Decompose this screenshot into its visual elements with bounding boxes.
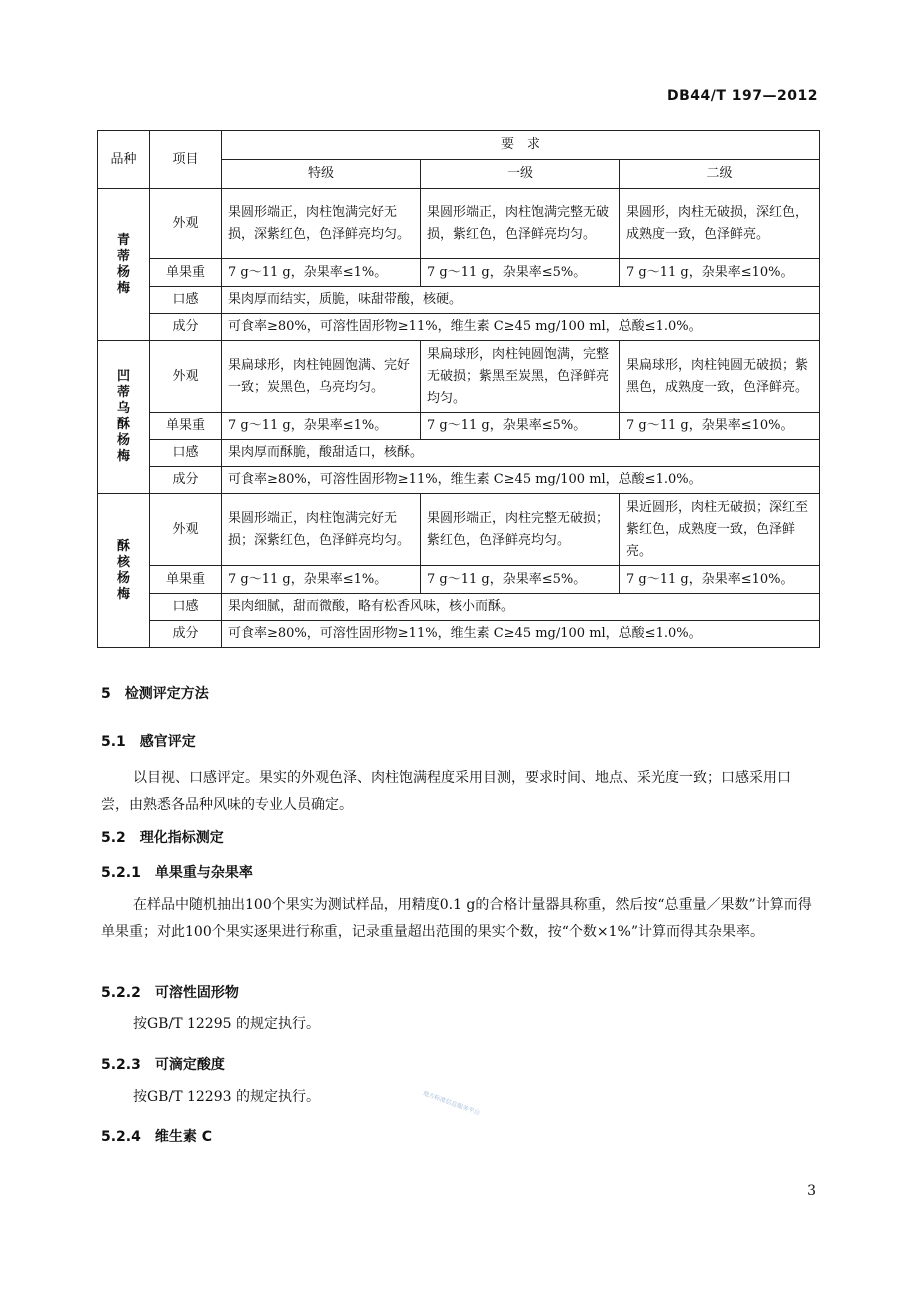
- table-cell: 7 g～11 g，杂果率≤10%。: [620, 413, 820, 440]
- item-label: 成分: [150, 467, 222, 494]
- table-cell: 7 g～11 g，杂果率≤1%。: [222, 566, 421, 594]
- table-cell: 7 g～11 g，杂果率≤5%。: [421, 413, 620, 440]
- requirements-table: [97, 130, 820, 648]
- item-label: 外观: [150, 341, 222, 413]
- item-label: 单果重: [150, 566, 222, 594]
- header-variety: 品种: [98, 131, 150, 189]
- table-cell: 可食率≥80%，可溶性固形物≥11%，维生素 C≥45 mg/100 ml，总酸≤1.0%。: [222, 621, 820, 648]
- paragraph: 以目视、口感评定。果实的外观色泽、肉柱饱满程度采用目测，要求时间、地点、采光度一致；口感采用口尝，由熟悉各品种风味的专业人员确定。: [101, 770, 791, 813]
- table-cell: 7 g～11 g，杂果率≤10%。: [620, 566, 820, 594]
- table-cell: 7 g～11 g，杂果率≤5%。: [421, 566, 620, 594]
- item-label: 单果重: [150, 413, 222, 440]
- table-cell: 7 g～11 g，杂果率≤10%。: [620, 259, 820, 287]
- header-grade-premium: 特级: [222, 160, 421, 189]
- table-cell: 可食率≥80%，可溶性固形物≥11%，维生素 C≥45 mg/100 ml，总酸≤1.0%。: [222, 314, 820, 341]
- section-heading: 5.2.4 维生素 C: [101, 1129, 213, 1145]
- variety-name: 凹 蒂 乌 酥 杨 梅: [98, 341, 150, 494]
- header-grade-second: 二级: [620, 160, 820, 189]
- item-label: 口感: [150, 440, 222, 467]
- item-label: 外观: [150, 189, 222, 259]
- item-label: 外观: [150, 494, 222, 566]
- table-cell: 果圆形，肉柱无破损，深红色，成熟度一致，色泽鲜亮。: [620, 189, 820, 259]
- table-cell: 果近圆形，肉柱无破损；深红至紫红色，成熟度一致，色泽鲜亮。: [620, 494, 820, 566]
- variety-name: 青 蒂 杨 梅: [98, 189, 150, 341]
- header-item: 项目: [150, 131, 222, 189]
- variety-name: 酥 核 杨 梅: [98, 494, 150, 648]
- paragraph: 按GB/T 12295 的规定执行。: [133, 1016, 320, 1032]
- table-cell: 果扁球形，肉柱钝圆饱满、完好一致；炭黑色，乌亮均匀。: [222, 341, 421, 413]
- page-number: 3: [807, 1183, 816, 1199]
- table-cell: 7 g～11 g，杂果率≤5%。: [421, 259, 620, 287]
- header-grade-first: 一级: [421, 160, 620, 189]
- table-cell: 7 g～11 g，杂果率≤1%。: [222, 413, 421, 440]
- table-cell: 果圆形端正，肉柱饱满完好无损，深紫红色，色泽鲜亮均匀。: [222, 189, 421, 259]
- watermark: 地方标准信息服务平台: [421, 1089, 481, 1117]
- table-cell: 7 g～11 g，杂果率≤1%。: [222, 259, 421, 287]
- paragraph: 按GB/T 12293 的规定执行。: [133, 1089, 320, 1105]
- table-cell: 果扁球形，肉柱钝圆无破损；紫黑色，成熟度一致，色泽鲜亮。: [620, 341, 820, 413]
- section-heading: 5.1 感官评定: [101, 734, 196, 750]
- section-heading: 5.2.3 可滴定酸度: [101, 1057, 225, 1073]
- document-id: DB44/T 197—2012: [667, 88, 818, 104]
- section-heading: 5.2.2 可溶性固形物: [101, 985, 239, 1001]
- paragraph: 在样品中随机抽出100个果实为测试样品，用精度0.1 g的合格计量器具称重，然后按“总重量／果数”计算而得单果重；对此100个果实逐果进行称重，记录重量超出范围的果实个数，按“个数×1%”计算而得其杂果率。: [101, 897, 812, 940]
- header-requirements: 要 求: [222, 131, 820, 160]
- table-cell: 果肉细腻，甜而微酸，略有松香风味，核小而酥。: [222, 594, 820, 621]
- section-heading: 5 检测评定方法: [101, 686, 209, 702]
- section-heading: 5.2 理化指标测定: [101, 830, 224, 846]
- table-cell: 可食率≥80%，可溶性固形物≥11%，维生素 C≥45 mg/100 ml，总酸≤1.0%。: [222, 467, 820, 494]
- table-cell: 果肉厚而结实，质脆，味甜带酸，核硬。: [222, 287, 820, 314]
- item-label: 口感: [150, 594, 222, 621]
- section-heading: 5.2.1 单果重与杂果率: [101, 865, 253, 881]
- item-label: 成分: [150, 621, 222, 648]
- table-cell: 果圆形端正，肉柱饱满完整无破损，紫红色，色泽鲜亮均匀。: [421, 189, 620, 259]
- item-label: 单果重: [150, 259, 222, 287]
- item-label: 成分: [150, 314, 222, 341]
- table-cell: 果圆形端正，肉柱饱满完好无损；深紫红色，色泽鲜亮均匀。: [222, 494, 421, 566]
- item-label: 口感: [150, 287, 222, 314]
- table-cell: 果肉厚而酥脆，酸甜适口，核酥。: [222, 440, 820, 467]
- table-cell: 果扁球形，肉柱钝圆饱满，完整无破损；紫黑至炭黑，色泽鲜亮均匀。: [421, 341, 620, 413]
- table-cell: 果圆形端正，肉柱完整无破损；紫红色，色泽鲜亮均匀。: [421, 494, 620, 566]
